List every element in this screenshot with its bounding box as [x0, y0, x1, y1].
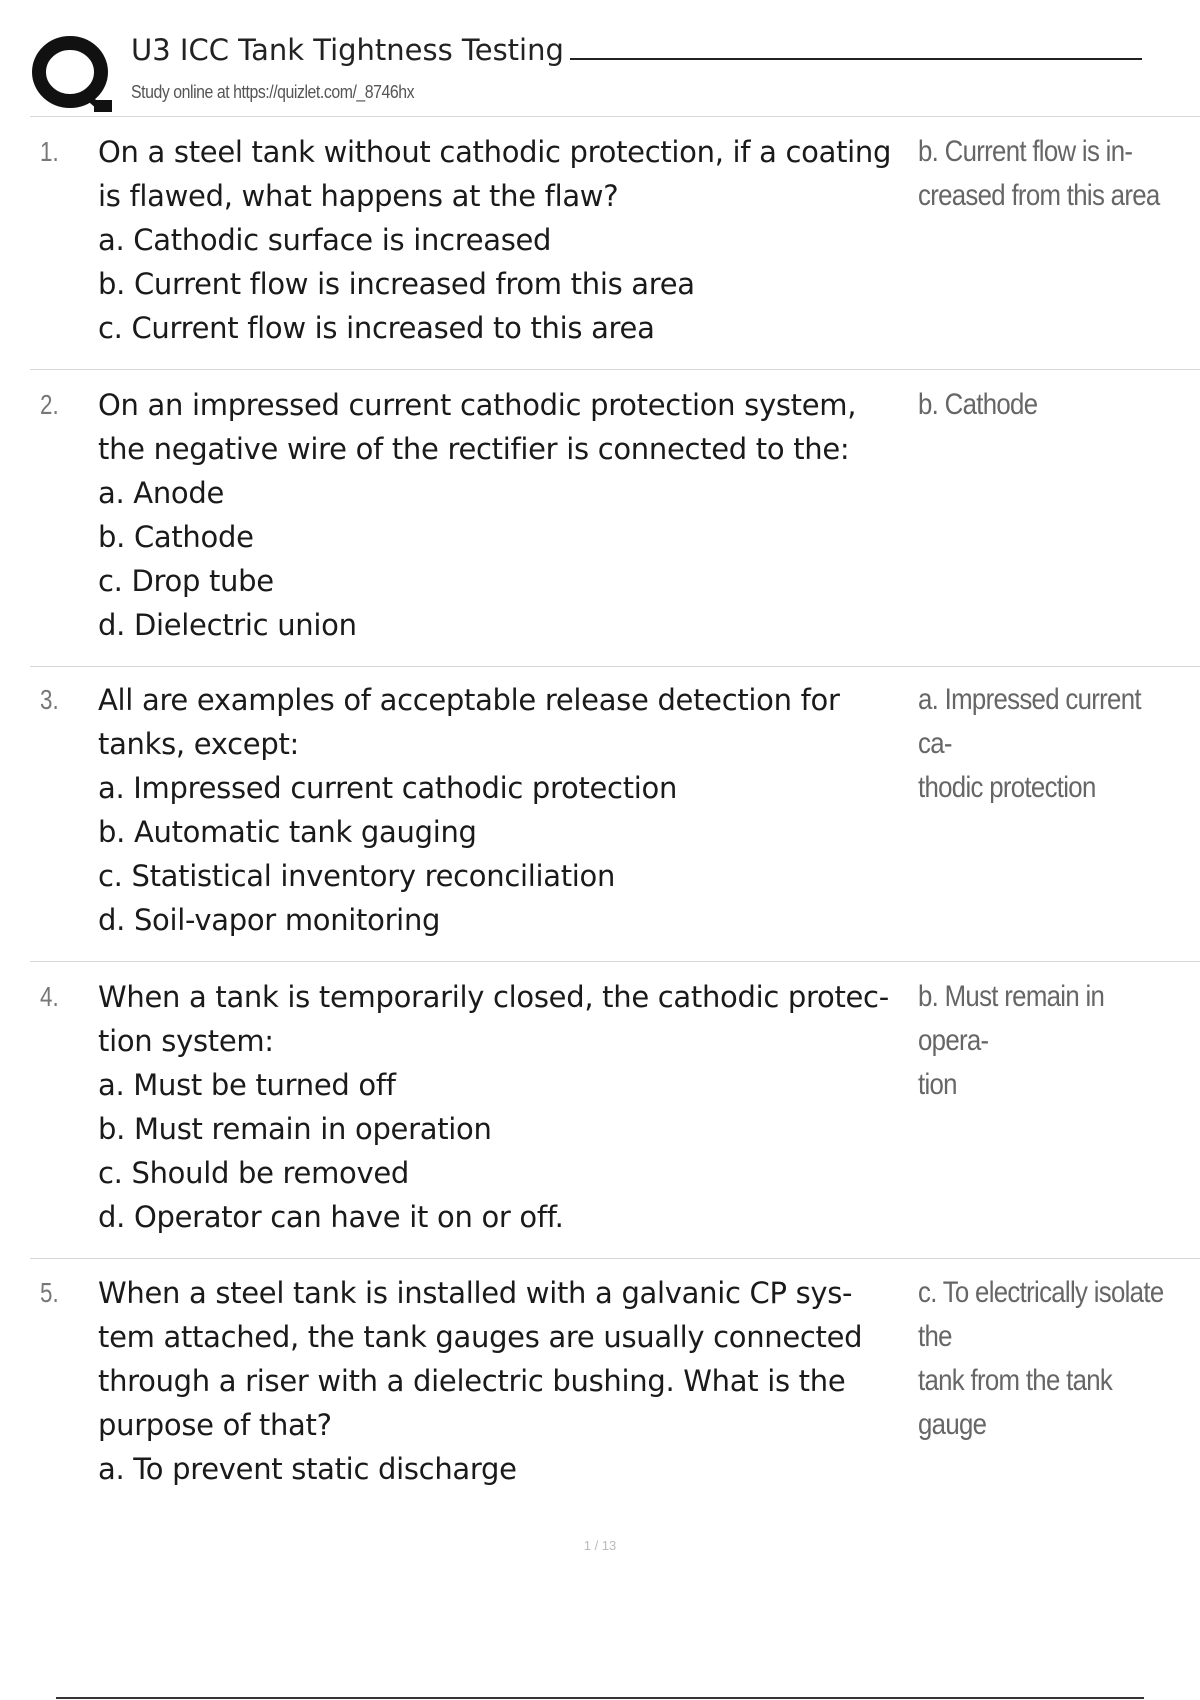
answer-text: [918, 130, 1176, 218]
option-b: b. Cathode: [98, 520, 254, 554]
option-a: a. Must be turned off: [98, 1068, 396, 1102]
option-a: a. Anode: [98, 476, 225, 510]
question-text: [98, 1271, 948, 1491]
answer-text: [918, 1271, 1176, 1447]
question-number: 1.: [40, 136, 59, 167]
answer-line: b. Cathode: [918, 388, 1038, 421]
answer-line: b. Current flow is in-: [918, 135, 1133, 168]
answer-line: b. Must remain in opera-: [918, 980, 1105, 1057]
question-text: [98, 130, 948, 350]
question-text: [98, 383, 948, 647]
option-c: c. Statistical inventory reconciliation: [98, 859, 616, 893]
option-b: b. Must remain in operation: [98, 1112, 492, 1146]
question-number: 4.: [40, 981, 59, 1012]
option-c: c. Drop tube: [98, 564, 274, 598]
question-line: tion system:: [98, 1024, 274, 1058]
question-card-5: [30, 1271, 1200, 1511]
question-text: [98, 975, 948, 1239]
page-number: 1 / 13: [583, 1538, 617, 1553]
question-card-1: [30, 130, 1200, 370]
answer-line: a. Impressed current ca-: [918, 683, 1141, 760]
answer-line: thodic protection: [918, 771, 1096, 804]
option-d: d. Dielectric union: [98, 608, 357, 642]
option-d: d. Operator can have it on or off.: [98, 1200, 564, 1234]
option-c: c. Should be removed: [98, 1156, 409, 1190]
question-number: 5.: [40, 1277, 59, 1308]
question-line: through a riser with a dielectric bushing. What is the: [98, 1364, 846, 1398]
option-b: b. Current flow is increased from this area: [98, 267, 695, 301]
option-a: a. To prevent static discharge: [98, 1452, 517, 1486]
question-card-2: [30, 383, 1200, 667]
answer-line: tank from the tank gauge: [918, 1364, 1113, 1441]
question-line: All are examples of acceptable release detection for: [98, 683, 840, 717]
study-link-text: Study online at https://quizlet.com/_8746hx: [131, 82, 415, 102]
question-line: On an impressed current cathodic protection system,: [98, 388, 857, 422]
answer-text: [918, 678, 1176, 810]
answer-line: tion: [918, 1068, 957, 1101]
question-number: 3.: [40, 684, 59, 715]
question-line: When a tank is temporarily closed, the cathodic protec-: [98, 980, 889, 1014]
question-card-3: [30, 678, 1200, 962]
option-d: d. Soil-vapor monitoring: [98, 903, 441, 937]
quizlet-logo-icon: [32, 34, 112, 112]
answer-text: [918, 975, 1176, 1107]
question-line: is flawed, what happens at the flaw?: [98, 179, 619, 213]
answer-line: c. To electrically isolate the: [918, 1276, 1164, 1353]
question-number: 2.: [40, 389, 59, 420]
header-divider: [30, 116, 1200, 117]
question-line: tanks, except:: [98, 727, 299, 761]
question-text: [98, 678, 948, 942]
option-c: c. Current flow is increased to this area: [98, 311, 655, 345]
answer-line: creased from this area: [918, 179, 1160, 212]
answer-text: [918, 383, 1176, 427]
option-b: b. Automatic tank gauging: [98, 815, 477, 849]
document-title: U3 ICC Tank Tightness Testing: [131, 30, 1142, 60]
question-line: On a steel tank without cathodic protection, if a coating: [98, 135, 892, 169]
question-line: tem attached, the tank gauges are usually connected: [98, 1320, 863, 1354]
footer-divider: [56, 1697, 1144, 1699]
question-card-4: [30, 975, 1200, 1259]
question-line: When a steel tank is installed with a galvanic CP sys-: [98, 1276, 853, 1310]
option-a: a. Cathodic surface is increased: [98, 223, 552, 257]
question-line: the negative wire of the rectifier is connected to the:: [98, 432, 850, 466]
option-a: a. Impressed current cathodic protection: [98, 771, 678, 805]
question-line: purpose of that?: [98, 1408, 332, 1442]
